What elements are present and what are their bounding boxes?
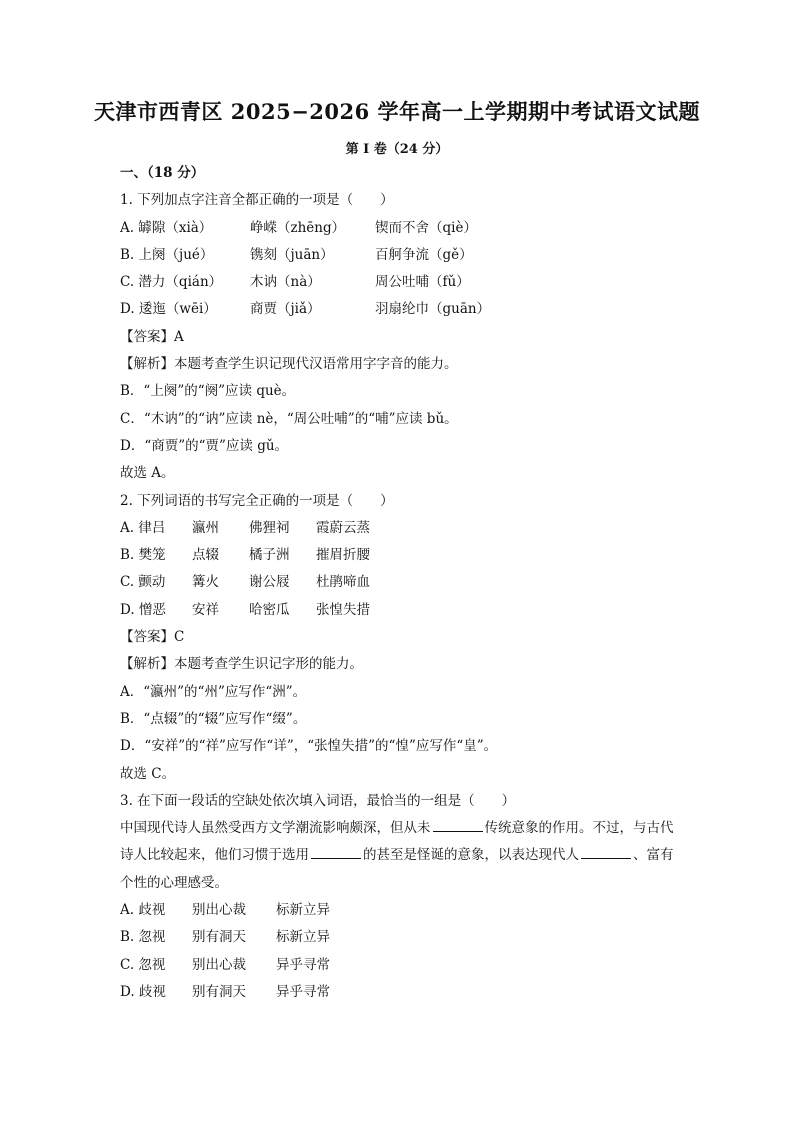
- option-cell: 杜鹃啼血: [316, 574, 370, 591]
- q2-option-a: [120, 515, 680, 542]
- section-heading: 一、（18 分）: [120, 165, 205, 181]
- option-cell: C. 忽视: [120, 956, 166, 973]
- option-cell: C. 潜力（qián）: [120, 274, 223, 291]
- option-cell: B. 忽视: [120, 929, 166, 946]
- option-cell: 百舸争流（gě）: [375, 246, 473, 263]
- q1-analysis-line: D．“商贾”的“贾”应读 gǔ。: [120, 437, 289, 454]
- q2-analysis-line: 【解析】本题考查学生识记字形的能力。: [120, 656, 363, 673]
- option-cell: 商贾（jiǎ）: [250, 301, 321, 318]
- page-title: 天津市西青区 2025−2026 学年高一上学期期中考试语文试题: [93, 99, 701, 124]
- q2-option-d: [120, 597, 680, 624]
- option-cell: 橘子洲: [249, 547, 290, 564]
- q1-analysis-line: C．“木讷”的“讷”应读 nè，“周公吐哺”的“哺”应读 bǔ。: [120, 410, 458, 427]
- option-cell: 别出心裁: [192, 956, 246, 973]
- q2-stem: 2. 下列词语的书写完全正确的一项是（ ）: [120, 492, 394, 509]
- option-cell: D. 歧视: [120, 983, 166, 1000]
- q1-stem: 1. 下列加点字注音全都正确的一项是（ ）: [120, 192, 394, 209]
- option-cell: 异乎寻常: [276, 956, 330, 973]
- fill-blank: [311, 844, 361, 859]
- passage-text: 、富有个性的心理感受。: [120, 847, 674, 891]
- option-cell: 标新立异: [276, 902, 330, 919]
- q1-option-d: [120, 296, 680, 323]
- option-cell: 锲而不舍（qiè）: [375, 219, 477, 236]
- option-cell: A. 歧视: [120, 902, 166, 919]
- passage-text: 中国现代诗人虽然受西方文学潮流影响颇深，但从未: [120, 820, 431, 837]
- q1-analysis-line: B．“上阕”的“阕”应读 què。: [120, 383, 296, 400]
- option-cell: B. 樊笼: [120, 547, 166, 564]
- option-cell: D. 逶迤（wēi）: [120, 301, 217, 318]
- q3-option-b: [120, 924, 680, 951]
- section-subtitle: 第 I 卷（24 分）: [345, 142, 449, 157]
- option-cell: 哈密瓜: [249, 601, 290, 618]
- option-cell: 张惶失措: [316, 601, 370, 618]
- q1-analysis-line: 故选 A。: [120, 465, 175, 482]
- option-cell: 安祥: [192, 601, 219, 618]
- q2-answer: 【答案】C: [120, 629, 185, 646]
- option-cell: D. 憎恶: [120, 601, 166, 618]
- q3-option-a: [120, 897, 680, 924]
- option-cell: C. 颤动: [120, 574, 166, 591]
- option-cell: 霞蔚云蒸: [316, 519, 370, 536]
- option-cell: 别有洞天: [192, 929, 246, 946]
- option-cell: B. 上阕（jué）: [120, 246, 214, 263]
- q2-analysis-line: B．“点辍”的“辍”应写作“缀”。: [120, 710, 307, 727]
- option-cell: 点辍: [192, 547, 219, 564]
- q2-option-b: [120, 542, 680, 569]
- option-cell: 瀛州: [192, 519, 219, 536]
- option-cell: 别有洞天: [192, 983, 246, 1000]
- option-cell: 木讷（nà）: [250, 274, 321, 291]
- option-cell: 谢公屐: [249, 574, 290, 591]
- q1-answer: 【答案】A: [120, 328, 184, 345]
- option-cell: A. 罅隙（xià）: [120, 219, 213, 236]
- option-cell: 周公吐哺（fǔ）: [375, 274, 470, 291]
- option-cell: 篝火: [192, 574, 219, 591]
- q1-option-c: [120, 269, 680, 296]
- fill-blank: [581, 844, 631, 859]
- option-cell: 峥嵘（zhēng）: [250, 219, 346, 236]
- option-cell: 标新立异: [276, 929, 330, 946]
- fill-blank: [433, 817, 483, 832]
- option-cell: A. 律吕: [120, 519, 166, 536]
- passage-text: 传统意象的作用。不过，与古代诗人比较起来，他们习惯于选用: [120, 820, 674, 864]
- q3-option-c: [120, 952, 680, 979]
- option-cell: 摧眉折腰: [316, 547, 370, 564]
- q2-analysis-line: A．“瀛州”的“州”应写作“洲”。: [120, 683, 307, 700]
- q3-passage: [120, 815, 680, 897]
- q1-analysis-line: 【解析】本题考查学生识记现代汉语常用字字音的能力。: [120, 356, 458, 373]
- passage-text: 的甚至是怪诞的意象，以表达现代人: [363, 847, 579, 864]
- q2-analysis-line: 故选 C。: [120, 765, 176, 782]
- q3-stem: 3. 在下面一段话的空缺处依次填入词语，最恰当的一组是（ ）: [120, 792, 516, 809]
- q2-option-c: [120, 569, 680, 596]
- option-cell: 羽扇纶巾（guān）: [375, 301, 491, 318]
- q2-analysis-line: D．“安祥”的“祥”应写作“详”，“张惶失措”的“惶”应写作“皇”。: [120, 738, 498, 755]
- q1-option-b: [120, 242, 680, 269]
- option-cell: 别出心裁: [192, 902, 246, 919]
- q3-option-d: [120, 979, 680, 1006]
- option-cell: 异乎寻常: [276, 983, 330, 1000]
- option-cell: 佛狸祠: [249, 519, 290, 536]
- option-cell: 镌刻（juān）: [250, 246, 334, 263]
- q1-option-a: [120, 215, 680, 242]
- document-body: [120, 160, 680, 1006]
